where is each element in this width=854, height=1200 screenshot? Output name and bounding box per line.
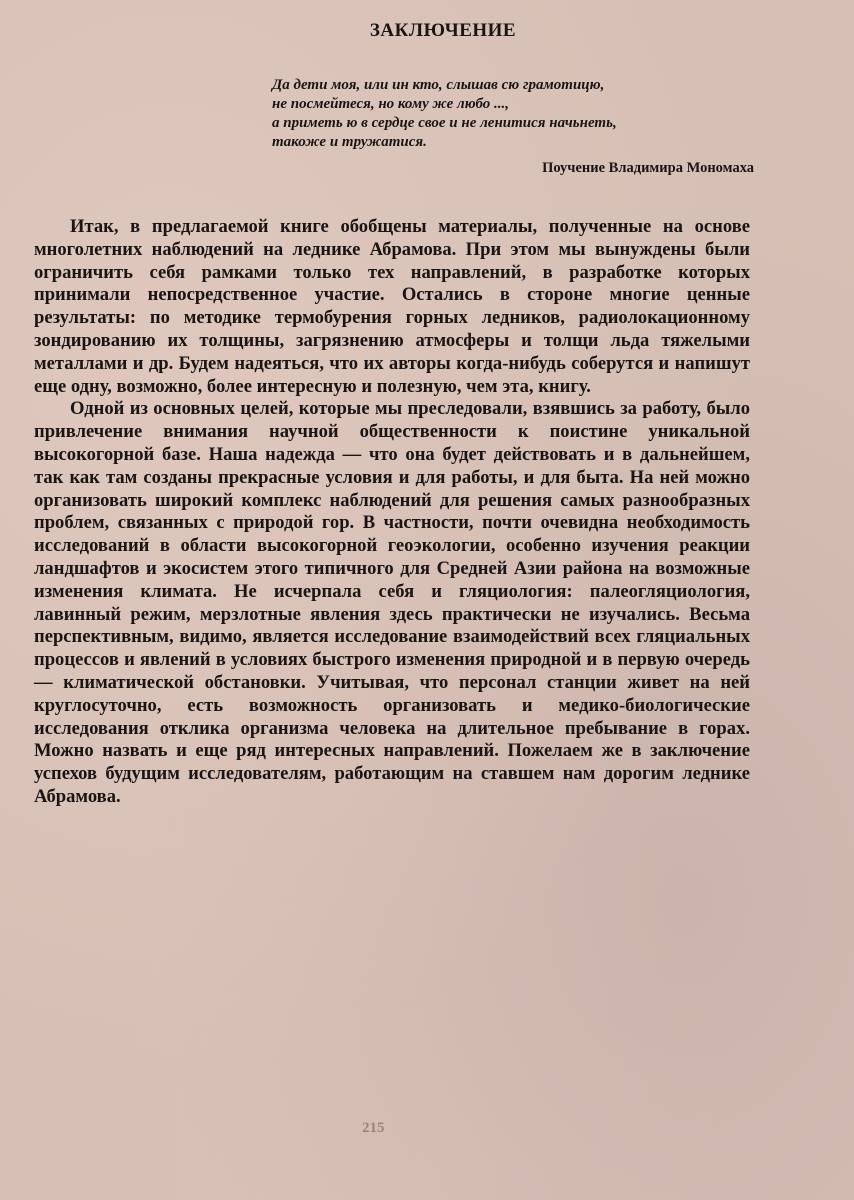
body-text — [34, 216, 750, 809]
epigraph-line: Да дети моя, или ин кто, слышав сю грамотицю, — [272, 77, 605, 93]
paragraph: Итак, в предлагаемой книге обобщены материалы, полученные на основе многолетних наблюдений на леднике Абрамова. При этом мы вынуждены были ограничить себя рамками только тех направлений, в разработке которых принимали непосредственное участие. Остались в стороне многие ценные результаты: по методике термобурения горных ледников, радиолокационному зондированию их толщины, загрязнению атмосферы и толщи льда тяжелыми металлами и др. Будем надеяться, что их авторы когда-нибудь соберутся и напишут еще одну, возможно, более интересную и полезную, чем эта, книгу. — [34, 216, 750, 397]
epigraph-line: не посмейтеся, но кому же любо ..., — [272, 96, 510, 112]
epigraph — [272, 76, 752, 152]
epigraph-line: а приметь ю в сердце свое и не ленитися начьнеть, — [272, 115, 617, 131]
epigraph-source: Поучение Владимира Мономаха — [542, 160, 754, 176]
chapter-heading: ЗАКЛЮЧЕНИЕ — [369, 20, 517, 41]
epigraph-line: такоже и тружатися. — [272, 134, 427, 150]
page-number: 215 — [362, 1120, 385, 1136]
paragraph: Одной из основных целей, которые мы преследовали, взявшись за работу, было привлечение внимания научной общественности к поистине уникальной высокогорной базе. Наша надежда — что она будет действовать и в дальнейшем, так как там созданы прекрасные условия и для работы, и для быта. На ней можно организовать широкий комплекс наблюдений для решения самых разнообразных проблем, связанных с природой гор. В частности, почти очевидна необходимость исследований в области высокогорной геоэкологии, особенно изучения реакции ландшафтов и экосистем этого типичного для Средней Азии района на возможные изменения климата. Не исчерпала себя и гляциология: палеогляциология, лавинный режим, мерзлотные явления здесь практически не изучались. Весьма перспективным, видимо, является исследование взаимодействий всех гляциальных процессов и явлений в условиях быстрого изменения природной и в первую очередь — климатической обстановки. Учитывая, что персонал станции живет на ней круглосуточно, есть возможность организовать и медико-биологические исследования отклика организма человека на длительное пребывание в горах. Можно назвать и еще ряд интересных направлений. Пожелаем же в заключение успехов будущим исследователям, работающим на ставшем нам дорогим леднике Абрамова. — [34, 398, 750, 807]
